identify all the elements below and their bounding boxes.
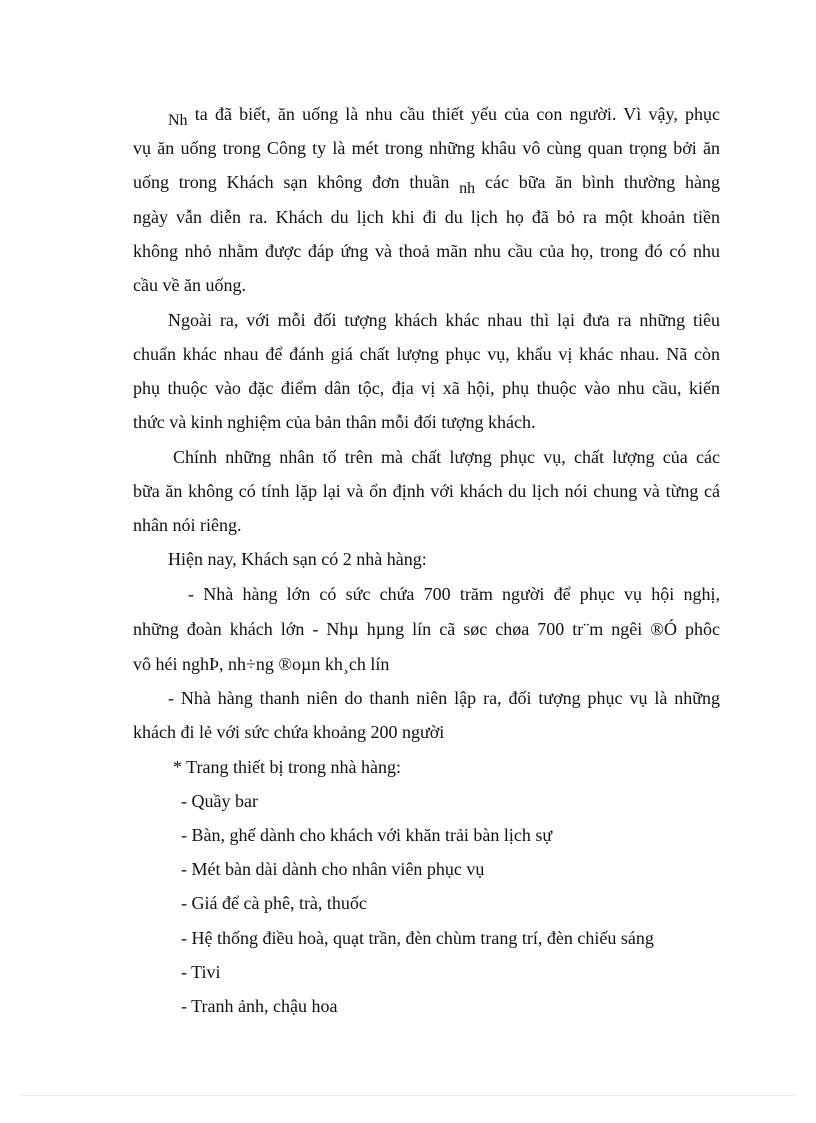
paragraph-5-line-2: những đoàn khách lớn - Nhµ hµng lín cã søc chøa 700 tr¨m ngêi ®Ó phôc	[133, 619, 720, 639]
equipment-item: - Tivi	[181, 962, 221, 982]
paragraph-1-line-5: không nhỏ nhằm được đáp ứng và thoả mãn nhu cầu của họ, trong đó có nhu	[133, 241, 720, 261]
equipment-item: - Hệ thống điều hoà, quạt trần, đèn chùm trang trí, đèn chiếu sáng	[181, 928, 654, 948]
paragraph-2-line-3: phụ thuộc vào đặc điểm dân tộc, địa vị xã hội, phụ thuộc vào nhu cầu, kiến	[133, 378, 720, 398]
subscript-fragment: nh	[459, 180, 476, 197]
page-bottom-divider	[20, 1095, 796, 1096]
paragraph-6-line-1: - Nhà hàng thanh niên do thanh niên lập ra, đối tượng phục vụ là những	[168, 688, 720, 708]
paragraph-3-line-1: Chính những nhân tố trên mà chất lượng phục vụ, chất lượng của các	[173, 447, 720, 467]
paragraph-6-line-2: khách đi lẻ với sức chứa khoảng 200 người	[133, 722, 445, 742]
line-text: ta đã biết, ăn uống là nhu cầu thiết yếu của con người. Vì vậy, phục	[194, 104, 721, 124]
paragraph-5-line-1: - Nhà hàng lớn có sức chứa 700 trăm người để phục vụ hội nghị,	[188, 584, 720, 604]
line-text-post: các bữa ăn bình thường hàng	[484, 172, 720, 192]
paragraph-1-line-1	[168, 102, 721, 129]
paragraph-3-line-2: bữa ăn không có tính lặp lại và ổn định với khách du lịch nói chung và từng cá	[133, 481, 720, 501]
superscript-fragment: Nh	[168, 112, 188, 129]
paragraph-2-line-4: thức và kinh nghiệm của bản thân mỗi đối tượng khách.	[133, 412, 536, 432]
paragraph-2-line-2: chuẩn khác nhau để đánh giá chất lượng phục vụ, khẩu vị khác nhau. Nã còn	[133, 344, 720, 364]
line-text-pre: uống trong Khách sạn không đơn thuần	[133, 172, 450, 192]
paragraph-2-line-1: Ngoài ra, với mỗi đối tượng khách khác nhau thì lại đưa ra những tiêu	[168, 310, 720, 330]
equipment-item: - Giá để cà phê, trà, thuốc	[181, 893, 367, 913]
paragraph-1-line-4: ngày vẫn diễn ra. Khách du lịch khi đi du lịch họ đã bỏ ra một khoản tiền	[133, 207, 720, 227]
equipment-item: - Quầy bar	[181, 791, 258, 811]
equipment-item: - Mét bàn dài dành cho nhân viên phục vụ	[181, 859, 485, 879]
equipment-heading: * Trang thiết bị trong nhà hàng:	[173, 757, 401, 777]
paragraph-3-line-3: nhân nói riêng.	[133, 515, 242, 535]
paragraph-1-line-2: vụ ăn uống trong Công ty là mét trong những khâu vô cùng quan trọng bởi ăn	[133, 138, 720, 158]
paragraph-1-line-6: cầu về ăn uống.	[133, 275, 246, 295]
paragraph-4-line-1: Hiện nay, Khách sạn có 2 nhà hàng:	[168, 549, 427, 569]
equipment-item: - Tranh ảnh, chậu hoa	[181, 996, 338, 1016]
paragraph-1-line-3	[133, 170, 720, 197]
paragraph-5-line-3: vô héi nghÞ, nh÷ng ®oµn kh¸ch lín	[133, 654, 390, 674]
equipment-item: - Bàn, ghế dành cho khách với khăn trải bàn lịch sự	[181, 825, 553, 845]
